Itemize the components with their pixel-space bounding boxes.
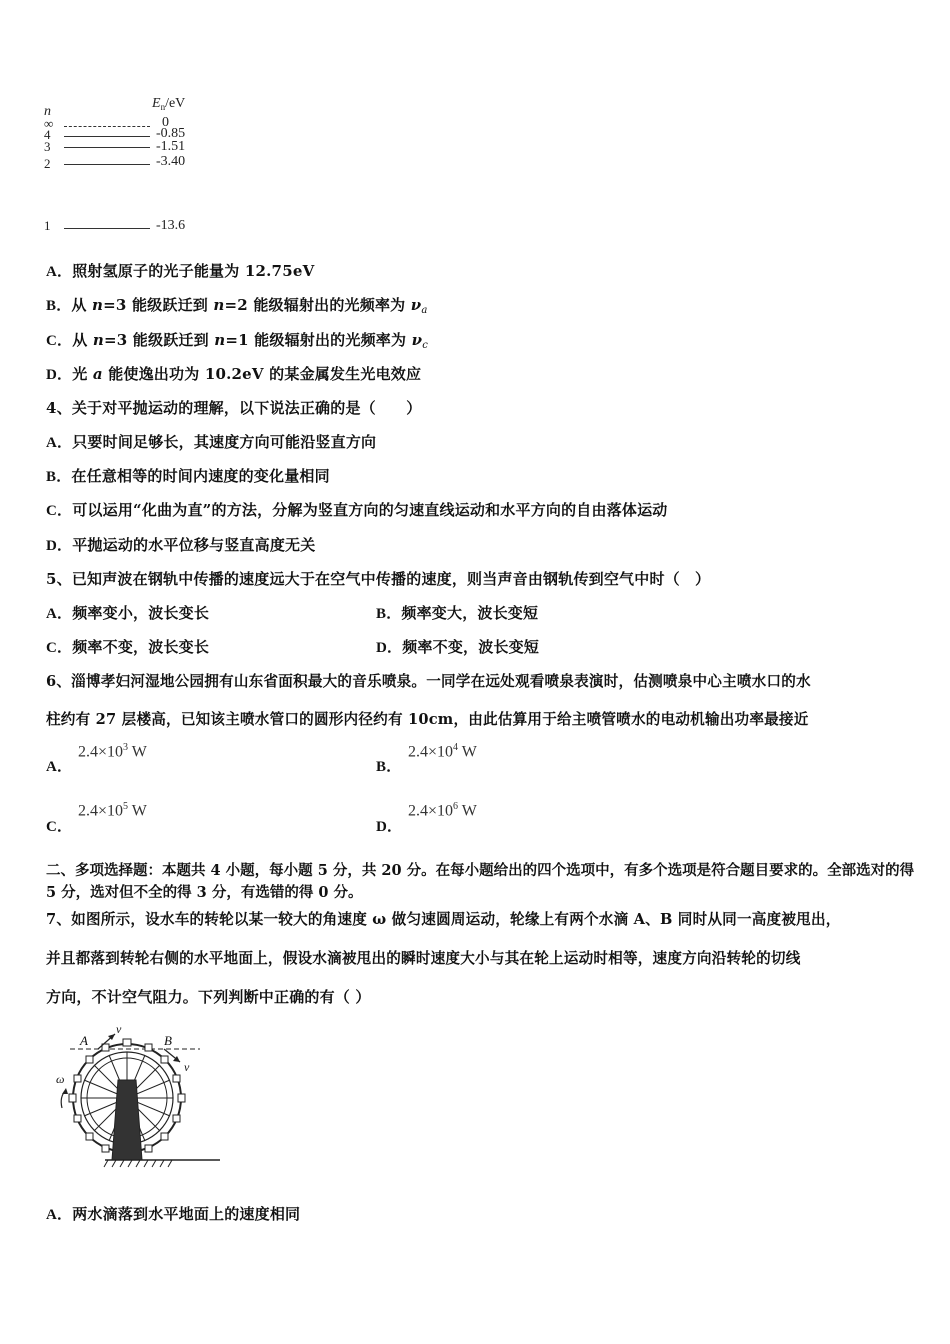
q4-stem: 4、关于对平抛运动的理解，以下说法正确的是（ ）: [46, 399, 422, 417]
q6-option-b-value: $2.4\times 10^4$ W: [408, 742, 477, 761]
level-line-inf: [64, 126, 150, 127]
q4-option-b: B．在任意相等的时间内速度的变化量相同: [46, 467, 330, 485]
q5-option-a: A．频率变小，波长变长: [46, 604, 210, 622]
q5-option-c: C．频率不变，波长变长: [46, 638, 210, 656]
label-omega: ω: [56, 1072, 65, 1086]
q6-option-b: B．: [376, 759, 402, 775]
level-e-2: -3.40: [156, 154, 186, 169]
level-e-1: -13.6: [156, 218, 186, 233]
level-e-3: -1.51: [156, 139, 186, 154]
level-line-4: [64, 136, 150, 137]
level-n-4: 4: [44, 127, 51, 142]
q6-option-d-value: $2.4\times 10^6$ W: [408, 801, 477, 820]
q6-option-c: C．: [46, 819, 73, 835]
q3-option-c: C．从 n=3 能级跃迁到 n=1 能级辐射出的光频率为 $\nu_c$: [46, 331, 429, 351]
section-2-heading: 二、多项选择题：本题共 4 小题，每小题 5 分，共 20 分。在每小题给出的四个选项中，有多个选项是符合题目要求的。全部选对的得 5 分，选对但不全的得 3 分，有选错的得 0 分。: [46, 862, 915, 901]
water-wheel-figure: [50, 1020, 230, 1170]
q4-option-d: D．平抛运动的水平位移与竖直高度无关: [46, 536, 316, 554]
energy-level-diagram: [40, 92, 220, 242]
level-n-2: 2: [44, 156, 51, 171]
level-e-inf: 0: [162, 115, 169, 130]
q3-option-d: D．光 a 能使逸出功为 10.2eV 的某金属发生光电效应: [46, 365, 422, 383]
q7-option-a: A．两水滴落到水平地面上的速度相同: [46, 1205, 301, 1223]
q3-option-b: B．从 n=3 能级跃迁到 n=2 能级辐射出的光频率为 $\nu_a$: [46, 296, 428, 316]
label-b: B: [164, 1033, 172, 1048]
label-v-b: v: [184, 1060, 190, 1074]
level-n-1: 1: [44, 218, 51, 233]
level-line-3: [64, 147, 150, 148]
level-n-3: 3: [44, 139, 51, 154]
q5-option-b: B．频率变大，波长变短: [376, 604, 539, 622]
q3-option-a: A．照射氢原子的光子能量为 12.75eV: [46, 262, 315, 280]
level-line-2: [64, 164, 150, 165]
level-line-1: [64, 228, 150, 229]
q4-option-a: A．只要时间足够长，其速度方向可能沿竖直方向: [46, 433, 377, 451]
q6-stem-line1: 6、淄博孝妇河湿地公园拥有山东省面积最大的音乐喷泉。一同学在远处观看喷泉表演时，估测喷泉中心主喷水口的水: [46, 673, 811, 690]
level-n-inf: ∞: [44, 116, 54, 131]
q5-option-d: D．频率不变，波长变短: [376, 638, 540, 656]
q7-stem-line2: 并且都落到转轮右侧的水平地面上，假设水滴被甩出的瞬时速度大小与其在轮上运动时相等，速度方向沿转轮的切线: [46, 950, 801, 967]
q7-stem-line1: 7、如图所示，设水车的转轮以某一较大的角速度 ω 做匀速圆周运动，轮缘上有两个水滴 A、B 同时从同一高度被甩出，: [46, 911, 841, 928]
q5-stem: 5、已知声波在钢轨中传播的速度远大于在空气中传播的速度，则当声音由钢轨传到空气中时（ ）: [46, 570, 711, 588]
level-e-4: -0.85: [156, 126, 186, 141]
q6-option-a: A．: [46, 759, 73, 775]
energy-axis-label: $E_n/eV$: [152, 96, 186, 112]
label-a: A: [80, 1033, 88, 1048]
q6-option-d: D．: [376, 819, 403, 835]
q6-option-c-value: $2.4\times 10^5$ W: [78, 801, 147, 820]
q6-stem-line2: 柱约有 27 层楼高，已知该主喷水管口的圆形内径约有 10cm，由此估算用于给主喷管喷水的电动机输出功率最接近: [46, 711, 809, 728]
q7-stem-line3: 方向，不计空气阻力。下列判断中正确的有（ ）: [46, 988, 371, 1006]
label-v-a: v: [116, 1022, 122, 1036]
water-wheel-diagram: [50, 1020, 230, 1170]
q6-option-a-value: $2.4\times 10^3$ W: [78, 742, 147, 761]
n-axis-label: n: [44, 104, 51, 119]
q4-option-c: C．可以运用“化曲为直”的方法，分解为竖直方向的匀速直线运动和水平方向的自由落体运动: [46, 501, 668, 519]
